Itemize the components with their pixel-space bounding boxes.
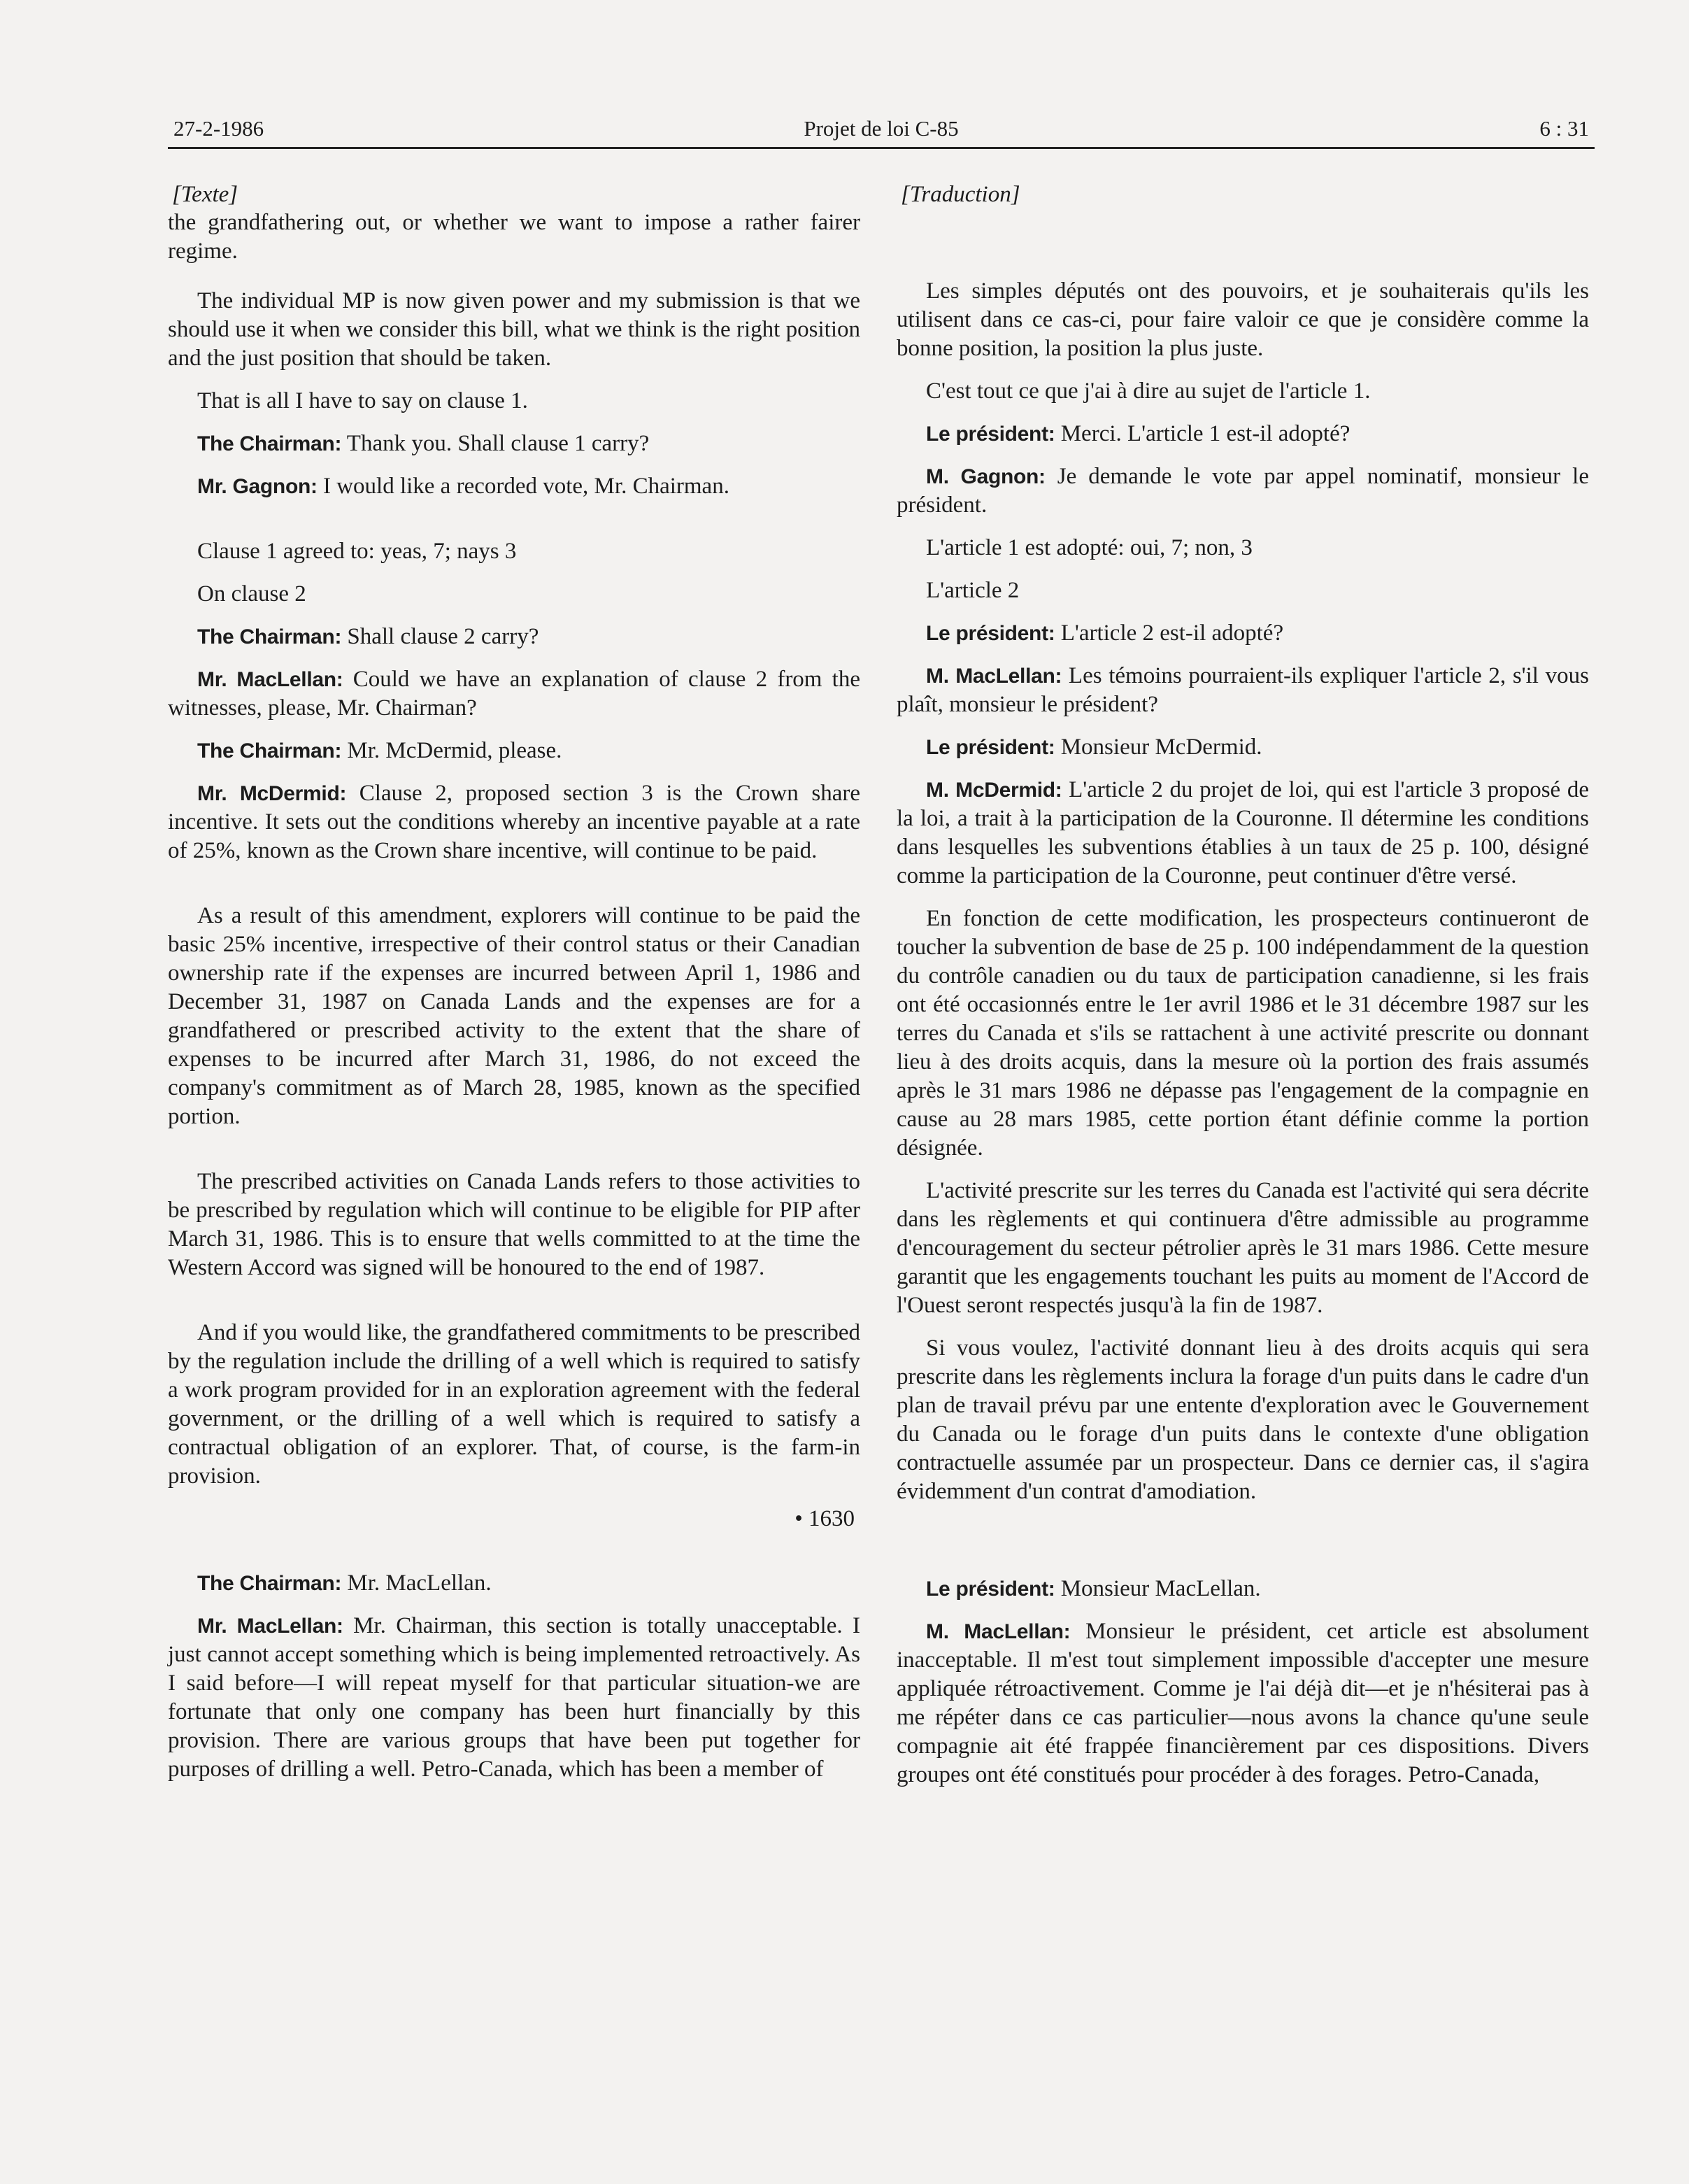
paragraph bbox=[897, 905, 1589, 1163]
paragraph-text: Could we have an explanation of clause 2 from the witnesses, please, Mr. Chairman? bbox=[168, 667, 860, 721]
speaker: M. MacLellan: bbox=[926, 665, 1062, 688]
speaker: M. Gagnon: bbox=[926, 465, 1046, 488]
header-page-number: 6 : 31 bbox=[1539, 116, 1589, 141]
paragraph bbox=[168, 1319, 860, 1491]
paragraph bbox=[168, 1168, 860, 1282]
paragraph-text: Les simples députés ont des pouvoirs, et je souhaiterais qu'ils les utilisent dans ce cas-ci, pour faire valoir ce que je considère comme la bonne position, la position la plus juste. bbox=[897, 278, 1589, 361]
paragraph-text: Thank you. Shall clause 1 carry? bbox=[341, 431, 650, 456]
paragraph bbox=[168, 623, 860, 651]
paragraph-text: Merci. L'article 1 est-il adopté? bbox=[1055, 421, 1351, 446]
paragraph-text: Je demande le vote par appel nominatif, monsieur le président. bbox=[897, 464, 1589, 518]
speaker: M. McDermid: bbox=[926, 779, 1062, 802]
paragraph-text: En fonction de cette modification, les prospecteurs continueront de toucher la subvention de base de 25 p. 100 indépendamment de la question du contrôle canadien ou du taux de participation canadienne, si les frais ont été occasionnés entre le 1er avril 1986 et le 31 décembre 1987 sur les terres du Canada et s'ils se rattachent à une activité prescrite ou donnant lieu à des droits acquis, dans la mesure où la portion des frais assumés après le 31 mars 1986 ne dépasse pas l'engagement de la compagnie en cause au 28 mars 1985, cette portion étant définie comme la portion désignée. bbox=[897, 906, 1589, 1161]
paragraph bbox=[168, 472, 860, 501]
paragraph-text: That is all I have to say on clause 1. bbox=[197, 388, 528, 413]
paragraph-text: L'article 2 du projet de loi, qui est l'article 3 proposé de la loi, a trait à la participation de la Couronne. Il détermine les conditions dans lesquelles les subventions établies à un taux de 25 p. 100, désigné comme la participation de la Couronne, peut continuer d'être versé. bbox=[897, 777, 1589, 888]
paragraph bbox=[897, 576, 1589, 605]
paragraph bbox=[168, 580, 860, 609]
paragraph-text: Si vous voulez, l'activité donnant lieu à des droits acquis qui sera prescrite dans les règlements inclura la forage d'un puits dans le cadre d'un plan de travail prévu par une entente d'exploration avec le Gouvernement du Canada ou le forage d'un puits dans le contexte d'une obligation contractuelle assumée par un prospecteur. Dans ce dernier cas, il s'agira évidemment d'un contrat d'amodiation. bbox=[897, 1335, 1589, 1504]
paragraph bbox=[897, 1334, 1589, 1506]
speaker: The Chairman: bbox=[197, 432, 342, 455]
speaker: Le président: bbox=[926, 423, 1055, 446]
speaker: Mr. McDermid: bbox=[197, 782, 347, 805]
paragraph bbox=[168, 902, 860, 1131]
speaker: Mr. MacLellan: bbox=[197, 1615, 343, 1638]
paragraph-text: Les témoins pourraient-ils expliquer l'article 2, s'il vous plaît, monsieur le président? bbox=[897, 663, 1589, 717]
paragraph bbox=[897, 420, 1589, 448]
paragraph bbox=[897, 462, 1589, 520]
paragraph bbox=[897, 377, 1589, 406]
paragraph-text: The prescribed activities on Canada Lands refers to those activities to be prescribed by regulation which will continue to be eligible for PIP after March 31, 1986. This is to ensure that wells committed to at the time the Western Accord was signed will be honoured to the end of 1987. bbox=[168, 1169, 860, 1280]
paragraph bbox=[897, 662, 1589, 719]
paragraph-text: The individual MP is now given power and my submission is that we should use it when we consider this bill, what we think is the right position and the just position that should be taken. bbox=[168, 288, 860, 371]
paragraph bbox=[168, 537, 860, 566]
paragraph-text: I would like a recorded vote, Mr. Chairman. bbox=[317, 474, 729, 499]
paragraph bbox=[168, 287, 860, 373]
paragraph-text: Shall clause 2 carry? bbox=[341, 624, 539, 649]
paragraph bbox=[897, 619, 1589, 648]
header-title: Projet de loi C-85 bbox=[804, 116, 959, 141]
paragraph bbox=[168, 208, 860, 266]
paragraph-text: Mr. McDermid, please. bbox=[341, 738, 562, 763]
paragraph-text: Monsieur McDermid. bbox=[1055, 735, 1262, 760]
paragraph-text: Mr. Chairman, this section is totally unacceptable. I just cannot accept something which is being implemented retroactively. As I said before—I will repeat myself for that particular situation-we are fortunate that only one company has been hurt financially by this provision. There are various groups that have been put together for purposes of drilling a well. Petro-Canada, which has been a member of bbox=[168, 1613, 860, 1782]
time-marker: • 1630 bbox=[794, 1506, 855, 1531]
speaker: The Chairman: bbox=[197, 625, 342, 648]
paragraph bbox=[897, 1617, 1589, 1789]
speaker: Le président: bbox=[926, 622, 1055, 645]
english-column-label: [Texte] bbox=[172, 182, 238, 207]
paragraph-text: Monsieur le président, cet article est absolument inacceptable. Il m'est tout simplement impossible d'accepter une mesure appliquée rétroactivement. Comme je l'ai déjà dit—et je n'hésiterai pas à me répéter dans ce cas particulier—nous avons la chance qu'une seule compagnie ait été frappée financièrement par ces dispositions. Divers groupes ont été constitués pour procéder à des forages. Petro-Canada, bbox=[897, 1619, 1589, 1787]
paragraph-text: the grandfathering out, or whether we want to impose a rather fairer regime. bbox=[168, 210, 860, 264]
paragraph-text: And if you would like, the grandfathered commitments to be prescribed by the regulation include the drilling of a well which is required to satisfy a work program provided for in an exploration agreement with the federal government, or the drilling of a well which is required to satisfy a contractual obligation of an explorer. That, of course, is the farm-in provision. bbox=[168, 1320, 860, 1489]
paragraph-text: Mr. MacLellan. bbox=[341, 1570, 492, 1596]
paragraph bbox=[897, 277, 1589, 363]
paragraph bbox=[168, 665, 860, 723]
speaker: The Chairman: bbox=[197, 739, 342, 763]
paragraph-text: L'article 1 est adopté: oui, 7; non, 3 bbox=[926, 535, 1253, 560]
paragraph bbox=[168, 737, 860, 765]
paragraph-text: Clause 1 agreed to: yeas, 7; nays 3 bbox=[197, 539, 517, 564]
speaker: Le président: bbox=[926, 1577, 1055, 1601]
paragraph-text: L'article 2 bbox=[926, 578, 1020, 603]
paragraph-text: L'activité prescrite sur les terres du Canada est l'activité qui sera décrite dans les règlements et qui continuera d'être admissible au programme d'encouragement du secteur pétrolier après le 31 mars 1986. Cette mesure garantit que les engagements touchant les puits au moment de l'Accord de l'Ouest seront respectés jusqu'à la fin de 1987. bbox=[897, 1178, 1589, 1318]
paragraph-text: C'est tout ce que j'ai à dire au sujet de l'article 1. bbox=[926, 378, 1371, 404]
speaker: Mr. Gagnon: bbox=[197, 475, 318, 498]
speaker: M. MacLellan: bbox=[926, 1620, 1071, 1643]
header-date: 27-2-1986 bbox=[173, 116, 264, 141]
paragraph bbox=[168, 779, 860, 865]
paragraph bbox=[168, 387, 860, 416]
paragraph bbox=[897, 1575, 1589, 1603]
paragraph bbox=[168, 1612, 860, 1784]
paragraph bbox=[897, 534, 1589, 562]
english-column bbox=[168, 180, 860, 1784]
french-column bbox=[897, 180, 1589, 1789]
speaker: The Chairman: bbox=[197, 1572, 342, 1595]
paragraph bbox=[897, 733, 1589, 762]
paragraph bbox=[897, 776, 1589, 891]
paragraph bbox=[168, 1569, 860, 1598]
paragraph-text: On clause 2 bbox=[197, 581, 306, 607]
paragraph-text: L'article 2 est-il adopté? bbox=[1055, 621, 1284, 646]
paragraph-text: As a result of this amendment, explorers will continue to be paid the basic 25% incentive, irrespective of their control status or their Canadian ownership rate if the expenses are incurred between April 1, 1986 and December 31, 1987 on Canada Lands and the expenses are for a grandfathered or prescribed activity to the extent that the share of expenses to be incurred after March 31, 1986, do not exceed the company's commitment as of March 28, 1985, known as the specified portion. bbox=[168, 903, 860, 1129]
paragraph bbox=[897, 1177, 1589, 1320]
paragraph-text: Clause 2, proposed section 3 is the Crown share incentive. It sets out the conditions whereby an incentive payable at a rate of 25%, known as the Crown share incentive, will continue to be paid. bbox=[168, 781, 860, 863]
speaker: Mr. MacLellan: bbox=[197, 668, 343, 691]
paragraph-text: Monsieur MacLellan. bbox=[1055, 1576, 1261, 1601]
speaker: Le président: bbox=[926, 736, 1055, 759]
french-column-label: [Traduction] bbox=[901, 182, 1020, 207]
page-header bbox=[168, 105, 1595, 149]
paragraph bbox=[168, 430, 860, 458]
